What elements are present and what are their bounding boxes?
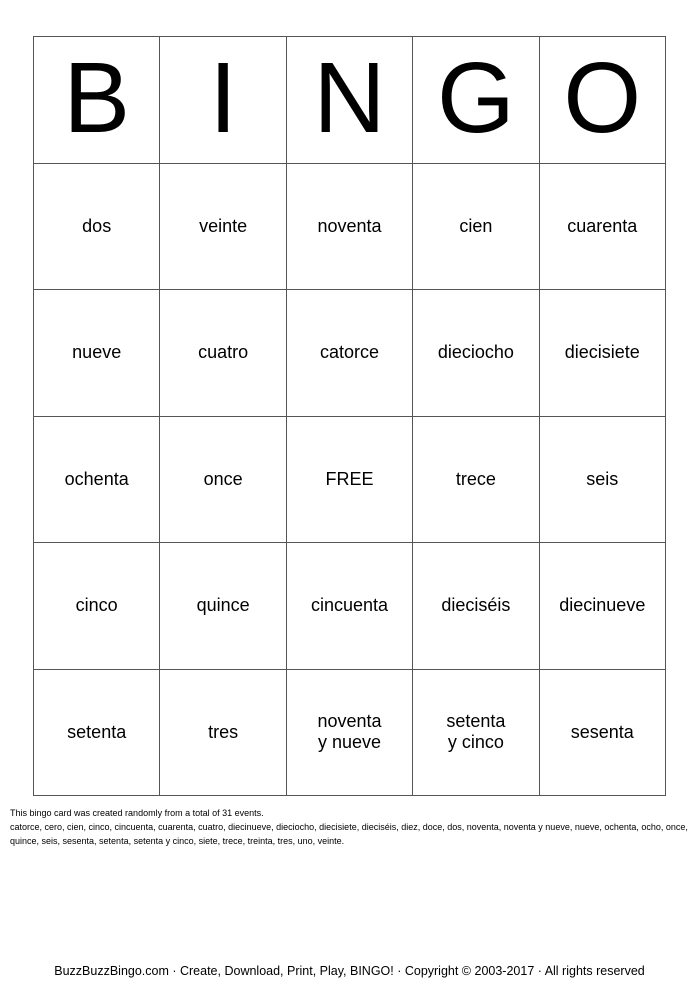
header-letter-n: N	[287, 37, 413, 164]
bingo-cell: dos	[34, 164, 160, 291]
bingo-cell: cien	[413, 164, 539, 291]
header-letter-g: G	[413, 37, 539, 164]
bingo-cell: cuatro	[160, 290, 286, 417]
header-letter-b: B	[34, 37, 160, 164]
bingo-cell: once	[160, 417, 286, 544]
header-letter-i: I	[160, 37, 286, 164]
bingo-card	[33, 36, 666, 796]
bingo-cell: trece	[413, 417, 539, 544]
bingo-cell: diecinueve	[540, 543, 666, 670]
bingo-cell: sesenta	[540, 670, 666, 797]
bingo-cell: nueve	[34, 290, 160, 417]
bingo-cell: ochenta	[34, 417, 160, 544]
bingo-cell: seis	[540, 417, 666, 544]
bingo-cell: tres	[160, 670, 286, 797]
bingo-cell: dieciocho	[413, 290, 539, 417]
bingo-cell: cuarenta	[540, 164, 666, 291]
bingo-cell: cinco	[34, 543, 160, 670]
bingo-cell: dieciséis	[413, 543, 539, 670]
card-note	[10, 806, 690, 848]
bingo-cell: noventa	[287, 164, 413, 291]
bingo-cell: cincuenta	[287, 543, 413, 670]
bingo-cell: noventa y nueve	[287, 670, 413, 797]
bingo-cell: setenta y cinco	[413, 670, 539, 797]
free-space-cell: FREE	[287, 417, 413, 544]
bingo-cell: veinte	[160, 164, 286, 291]
bingo-cell: quince	[160, 543, 286, 670]
bingo-cell: diecisiete	[540, 290, 666, 417]
note-event-list: catorce, cero, cien, cinco, cincuenta, cuarenta, cuatro, diecinueve, dieciocho, diecisiete, dieciséis, diez, doce, dos, noventa, noventa y nueve, nueve, ochenta, ocho, once, quince, seis, sesenta, setenta, setenta y cinco, siete, trece, treinta, tres, uno, veinte.	[10, 822, 688, 846]
note-summary: This bingo card was created randomly from a total of 31 events.	[10, 808, 264, 818]
footer-copyright: BuzzBuzzBingo.com · Create, Download, Print, Play, BINGO! · Copyright © 2003-2017 · All rights reserved	[54, 964, 645, 978]
bingo-cell: catorce	[287, 290, 413, 417]
bingo-cell: setenta	[34, 670, 160, 797]
header-letter-o: O	[540, 37, 666, 164]
